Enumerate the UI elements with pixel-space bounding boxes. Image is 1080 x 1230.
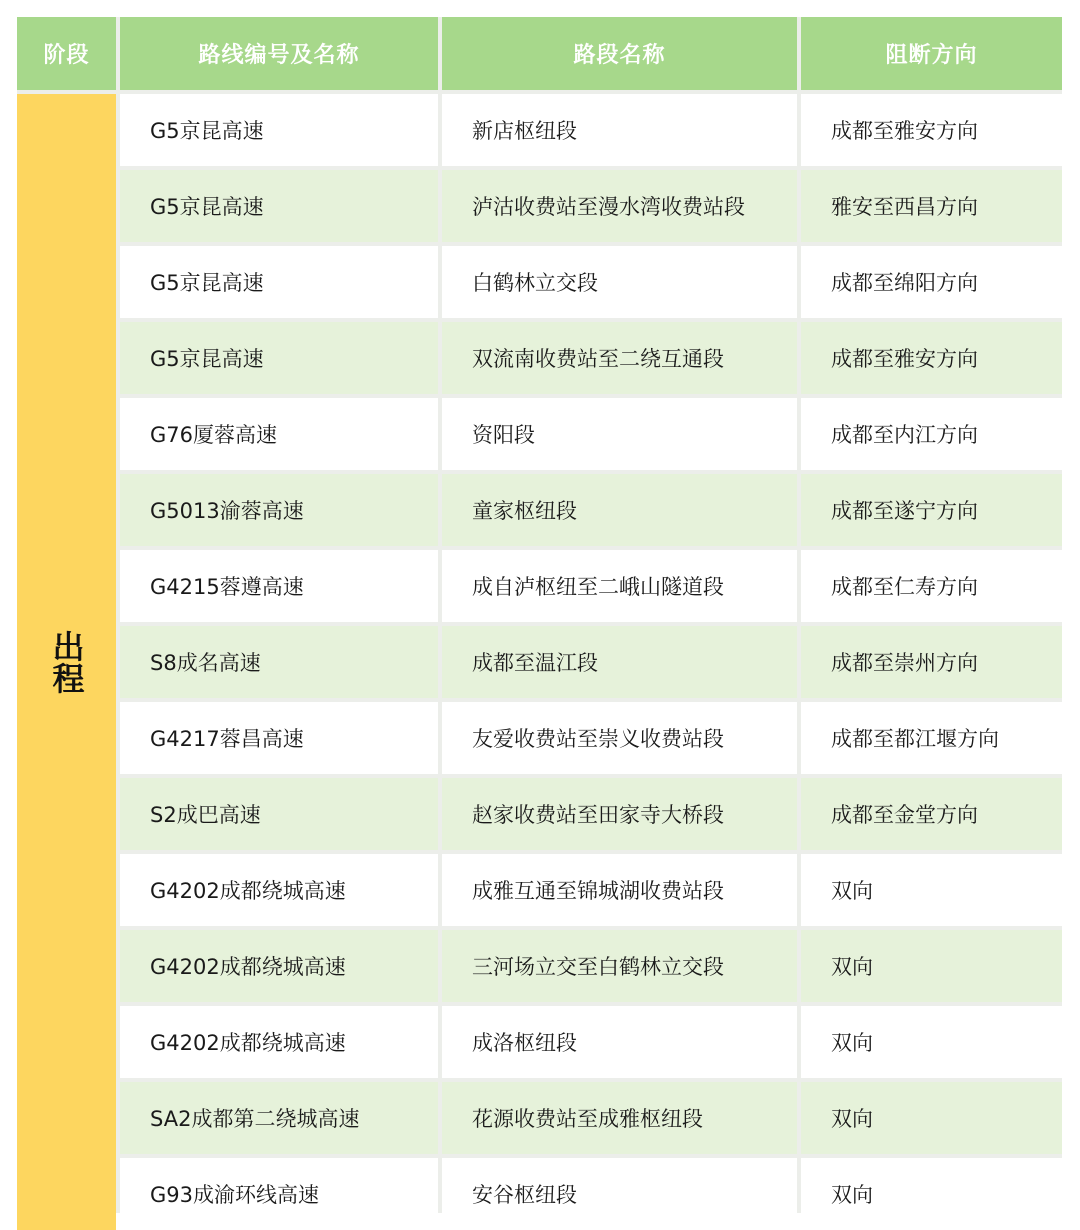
cell-direction: 成都至遂宁方向 bbox=[801, 474, 1062, 546]
header-section: 路段名称 bbox=[442, 17, 797, 90]
cell-direction: 双向 bbox=[801, 854, 1062, 926]
header-route: 路线编号及名称 bbox=[120, 17, 438, 90]
header-direction: 阻断方向 bbox=[801, 17, 1062, 90]
cell-route: SA2成都第二绕城高速 bbox=[120, 1082, 438, 1154]
cell-section: 赵家收费站至田家寺大桥段 bbox=[442, 778, 797, 850]
cell-section: 三河场立交至白鹤林立交段 bbox=[442, 930, 797, 1002]
cell-route: G5京昆高速 bbox=[120, 322, 438, 394]
cell-route: G5京昆高速 bbox=[120, 246, 438, 318]
cell-section: 成洛枢纽段 bbox=[442, 1006, 797, 1078]
cell-section: 成自泸枢纽至二峨山隧道段 bbox=[442, 550, 797, 622]
cell-direction: 成都至内江方向 bbox=[801, 398, 1062, 470]
cell-direction: 成都至都江堰方向 bbox=[801, 702, 1062, 774]
cell-route: G5013渝蓉高速 bbox=[120, 474, 438, 546]
cell-route: G4217蓉昌高速 bbox=[120, 702, 438, 774]
cell-direction: 成都至雅安方向 bbox=[801, 322, 1062, 394]
cell-route: G76厦蓉高速 bbox=[120, 398, 438, 470]
cell-direction: 双向 bbox=[801, 1158, 1062, 1230]
cell-section: 泸沽收费站至漫水湾收费站段 bbox=[442, 170, 797, 242]
cell-section: 友爱收费站至崇义收费站段 bbox=[442, 702, 797, 774]
cell-route: G4202成都绕城高速 bbox=[120, 854, 438, 926]
header-stage: 阶段 bbox=[17, 17, 116, 90]
cell-section: 童家枢纽段 bbox=[442, 474, 797, 546]
cell-route: S2成巴高速 bbox=[120, 778, 438, 850]
cell-section: 白鹤林立交段 bbox=[442, 246, 797, 318]
cell-section: 新店枢纽段 bbox=[442, 94, 797, 166]
cell-section: 花源收费站至成雅枢纽段 bbox=[442, 1082, 797, 1154]
cell-route: G5京昆高速 bbox=[120, 94, 438, 166]
cell-section: 双流南收费站至二绕互通段 bbox=[442, 322, 797, 394]
cell-route: G5京昆高速 bbox=[120, 170, 438, 242]
cell-direction: 双向 bbox=[801, 1006, 1062, 1078]
cell-route: S8成名高速 bbox=[120, 626, 438, 698]
stage-cell: 出程 bbox=[17, 94, 116, 1230]
cell-direction: 成都至绵阳方向 bbox=[801, 246, 1062, 318]
cell-section: 安谷枢纽段 bbox=[442, 1158, 797, 1230]
cell-route: G93成渝环线高速 bbox=[120, 1158, 438, 1230]
road-closure-table bbox=[17, 17, 1062, 1213]
cell-route: G4215蓉遵高速 bbox=[120, 550, 438, 622]
cell-direction: 双向 bbox=[801, 930, 1062, 1002]
cell-section: 成雅互通至锦城湖收费站段 bbox=[442, 854, 797, 926]
cell-direction: 成都至金堂方向 bbox=[801, 778, 1062, 850]
cell-section: 资阳段 bbox=[442, 398, 797, 470]
cell-direction: 成都至雅安方向 bbox=[801, 94, 1062, 166]
cell-direction: 雅安至西昌方向 bbox=[801, 170, 1062, 242]
cell-direction: 成都至崇州方向 bbox=[801, 626, 1062, 698]
cell-direction: 成都至仁寿方向 bbox=[801, 550, 1062, 622]
cell-route: G4202成都绕城高速 bbox=[120, 1006, 438, 1078]
cell-route: G4202成都绕城高速 bbox=[120, 930, 438, 1002]
cell-direction: 双向 bbox=[801, 1082, 1062, 1154]
cell-section: 成都至温江段 bbox=[442, 626, 797, 698]
